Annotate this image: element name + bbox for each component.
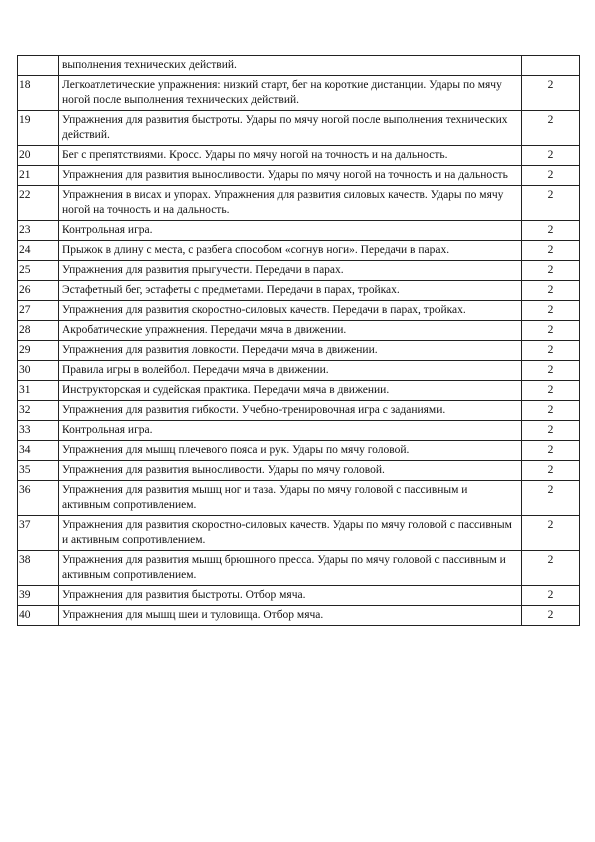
row-hours: 2	[522, 586, 580, 606]
row-hours: 2	[522, 421, 580, 441]
table-row	[18, 186, 580, 221]
table-row	[18, 301, 580, 321]
row-number: 40	[18, 606, 59, 626]
table-row	[18, 401, 580, 421]
row-number: 25	[18, 261, 59, 281]
row-topic: Акробатические упражнения. Передачи мяча в движении.	[59, 321, 522, 341]
row-topic: Упражнения для развития прыгучести. Передачи в парах.	[59, 261, 522, 281]
row-hours: 2	[522, 321, 580, 341]
table-row	[18, 586, 580, 606]
row-number: 29	[18, 341, 59, 361]
row-topic: Инструкторская и судейская практика. Передачи мяча в движении.	[59, 381, 522, 401]
row-topic: Упражнения для развития скоростно-силовых качеств. Передачи в парах, тройках.	[59, 301, 522, 321]
row-number: 18	[18, 76, 59, 111]
row-hours: 2	[522, 461, 580, 481]
row-hours: 2	[522, 301, 580, 321]
table-row	[18, 76, 580, 111]
row-topic: Упражнения для развития быстроты. Удары по мячу ногой после выполнения технических действий.	[59, 111, 522, 146]
row-topic: Упражнения для развития скоростно-силовых качеств. Удары по мячу головой с пассивным и активным сопротивлением.	[59, 516, 522, 551]
table-row	[18, 341, 580, 361]
row-hours: 2	[522, 281, 580, 301]
row-number: 36	[18, 481, 59, 516]
row-hours: 2	[522, 341, 580, 361]
row-hours: 2	[522, 261, 580, 281]
row-topic: Бег с препятствиями. Кросс. Удары по мячу ногой на точность и на дальность.	[59, 146, 522, 166]
row-hours	[522, 56, 580, 76]
lesson-plan-page	[17, 55, 572, 626]
row-hours: 2	[522, 381, 580, 401]
row-number: 22	[18, 186, 59, 221]
row-number: 32	[18, 401, 59, 421]
table-row	[18, 516, 580, 551]
table-row	[18, 381, 580, 401]
row-topic: Упражнения для развития мышц брюшного пресса. Удары по мячу головой с пассивным и активным сопротивлением.	[59, 551, 522, 586]
row-hours: 2	[522, 221, 580, 241]
row-number: 38	[18, 551, 59, 586]
row-topic: Упражнения для развития гибкости. Учебно-тренировочная игра с заданиями.	[59, 401, 522, 421]
row-topic: Упражнения для мышц плечевого пояса и рук. Удары по мячу головой.	[59, 441, 522, 461]
row-hours: 2	[522, 551, 580, 586]
row-topic: Упражнения для развития ловкости. Передачи мяча в движении.	[59, 341, 522, 361]
row-hours: 2	[522, 111, 580, 146]
row-number: 24	[18, 241, 59, 261]
row-number: 35	[18, 461, 59, 481]
row-hours: 2	[522, 361, 580, 381]
row-number	[18, 56, 59, 76]
table-row	[18, 111, 580, 146]
row-number: 27	[18, 301, 59, 321]
row-number: 23	[18, 221, 59, 241]
table-row	[18, 441, 580, 461]
row-topic: Упражнения для мышц шеи и туловища. Отбор мяча.	[59, 606, 522, 626]
row-topic: Упражнения в висах и упорах. Упражнения для развития силовых качеств. Удары по мячу ногой на точность и на дальность.	[59, 186, 522, 221]
row-number: 37	[18, 516, 59, 551]
table-row	[18, 56, 580, 76]
row-topic: Упражнения для развития выносливости. Удары по мячу головой.	[59, 461, 522, 481]
row-number: 34	[18, 441, 59, 461]
table-row	[18, 461, 580, 481]
row-hours: 2	[522, 146, 580, 166]
row-hours: 2	[522, 401, 580, 421]
row-number: 39	[18, 586, 59, 606]
table-row	[18, 321, 580, 341]
row-hours: 2	[522, 241, 580, 261]
row-hours: 2	[522, 76, 580, 111]
table-row	[18, 361, 580, 381]
row-number: 28	[18, 321, 59, 341]
row-hours: 2	[522, 516, 580, 551]
row-hours: 2	[522, 186, 580, 221]
row-number: 20	[18, 146, 59, 166]
row-hours: 2	[522, 606, 580, 626]
row-topic: выполнения технических действий.	[59, 56, 522, 76]
row-hours: 2	[522, 481, 580, 516]
row-number: 19	[18, 111, 59, 146]
table-row	[18, 146, 580, 166]
table-row	[18, 241, 580, 261]
row-topic: Упражнения для развития быстроты. Отбор мяча.	[59, 586, 522, 606]
row-topic: Контрольная игра.	[59, 221, 522, 241]
lesson-plan-table	[17, 55, 580, 626]
row-topic: Эстафетный бег, эстафеты с предметами. Передачи в парах, тройках.	[59, 281, 522, 301]
table-row	[18, 551, 580, 586]
table-row	[18, 221, 580, 241]
row-number: 30	[18, 361, 59, 381]
table-row	[18, 421, 580, 441]
row-hours: 2	[522, 166, 580, 186]
row-topic: Упражнения для развития выносливости. Удары по мячу ногой на точность и на дальность	[59, 166, 522, 186]
row-topic: Легкоатлетические упражнения: низкий старт, бег на короткие дистанции. Удары по мячу ногой после выполнения технических действий.	[59, 76, 522, 111]
table-row	[18, 261, 580, 281]
row-topic: Упражнения для развития мышц ног и таза. Удары по мячу головой с пассивным и активным сопротивлением.	[59, 481, 522, 516]
table-row	[18, 606, 580, 626]
row-number: 21	[18, 166, 59, 186]
table-row	[18, 281, 580, 301]
lesson-plan-rows	[18, 56, 580, 626]
row-hours: 2	[522, 441, 580, 461]
row-topic: Прыжок в длину с места, с разбега способом «согнув ноги». Передачи в парах.	[59, 241, 522, 261]
table-row	[18, 481, 580, 516]
row-number: 31	[18, 381, 59, 401]
row-number: 26	[18, 281, 59, 301]
row-number: 33	[18, 421, 59, 441]
row-topic: Правила игры в волейбол. Передачи мяча в движении.	[59, 361, 522, 381]
table-row	[18, 166, 580, 186]
row-topic: Контрольная игра.	[59, 421, 522, 441]
